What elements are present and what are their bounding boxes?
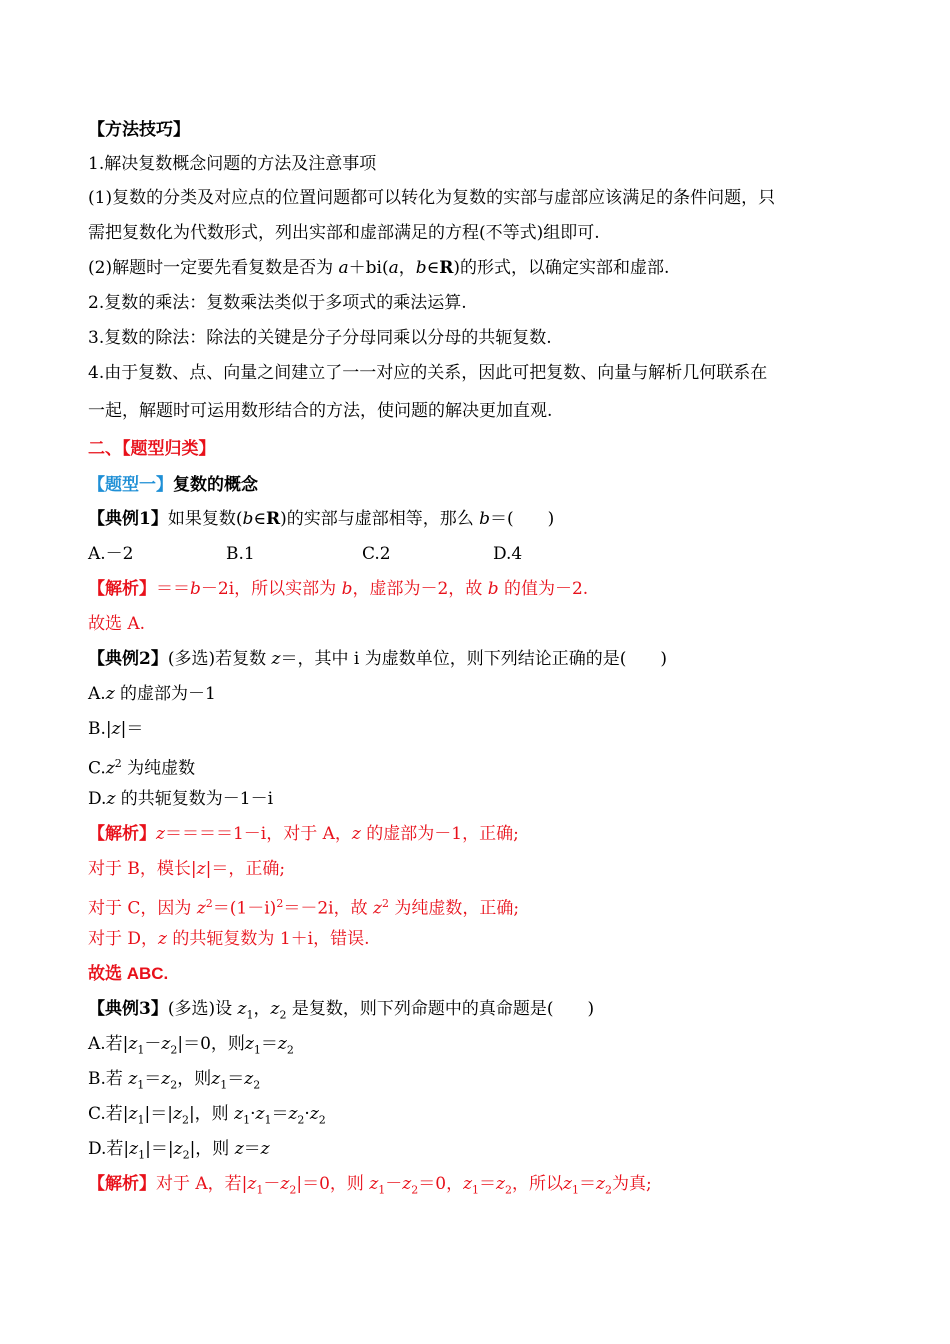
example-1-option-b: B.1 bbox=[226, 544, 255, 564]
method-item-1-p1-line2: 需把复数化为代数形式，列出实部和虚部满足的方程(不等式)组即可. bbox=[88, 223, 600, 243]
example-1-solution: 【解析】＝＝b－2i，所以实部为 b，虚部为－2，故 b 的值为－2. bbox=[88, 579, 589, 599]
method-item-1: 1.解决复数概念问题的方法及注意事项 bbox=[88, 154, 377, 174]
example-1-options bbox=[88, 542, 868, 566]
example-2-solution-line3: 对于 C，因为 $z^2=(1-i)^2=-2i$，故 $z^2$ 为纯虚数，正确; bbox=[88, 897, 520, 919]
method-item-4-line1: 4.由于复数、点、向量之间建立了一一对应的关系，因此可把复数、向量与解析几何联系在 bbox=[88, 363, 768, 383]
section-2-heading: 二、【题型归类】 bbox=[88, 439, 216, 459]
type-1-heading bbox=[88, 473, 258, 497]
example-2-question: 【典例2】(多选)若复数 z＝，其中 i 为虚数单位，则下列结论正确的是( ) bbox=[88, 649, 667, 669]
methods-heading: 【方法技巧】 bbox=[88, 120, 190, 140]
example-2-answer: 故选 ABC. bbox=[88, 964, 169, 983]
example-1-option-a: A.－2 bbox=[88, 544, 134, 564]
method-item-3: 3.复数的除法：除法的关键是分子分母同乘以分母的共轭复数. bbox=[88, 328, 552, 348]
example-2-solution-line1: 【解析】z＝＝＝＝1－i，对于 A，z 的虚部为－1，正确; bbox=[88, 824, 519, 844]
example-2-option-d: D.z 的共轭复数为－1－i bbox=[88, 789, 274, 809]
example-2-option-a: A.z 的虚部为－1 bbox=[88, 684, 216, 704]
example-3-option-c: C.若$|z_1|=|z_2|$，则 $z_1\cdot z_1=z_2\cdot z_2$ bbox=[88, 1104, 326, 1127]
example-2-solution-line2: 对于 B，模长|z|＝，正确; bbox=[88, 859, 286, 879]
method-item-4-line2: 一起，解题时可运用数形结合的方法，使问题的解决更加直观. bbox=[88, 401, 553, 421]
example-1-option-d: D.4 bbox=[493, 544, 523, 564]
example-2-solution-line4: 对于 D，z 的共轭复数为 1＋i，错误. bbox=[88, 929, 370, 949]
example-2-option-b: B.|z|＝ bbox=[88, 719, 144, 739]
method-item-1-p1-line1: (1)复数的分类及对应点的位置问题都可以转化为复数的实部与虚部应该满足的条件问题，只 bbox=[88, 188, 776, 208]
method-item-2: 2.复数的乘法：复数乘法类似于多项式的乘法运算. bbox=[88, 293, 467, 313]
method-item-1-p2: (2)解题时一定要先看复数是否为 a＋bi(a，b∈R)的形式，以确定实部和虚部. bbox=[88, 258, 670, 278]
example-3-solution: 【解析】对于 A，若$|z_1-z_2|=0$，则 $z_1-z_2=0$，$z_1=z_2$，所以$z_1=z_2$为真; bbox=[88, 1174, 652, 1197]
example-3-option-d: D.若$|z_1|=|z_2|$，则 z＝z bbox=[88, 1139, 270, 1162]
type-1-title: 复数的概念 bbox=[173, 475, 258, 495]
example-1-answer: 故选 A. bbox=[88, 614, 146, 634]
type-1-tag: 【题型一】 bbox=[88, 475, 173, 495]
example-2-option-c: $C.z^2$ 为纯虚数 bbox=[88, 757, 196, 779]
example-3-question: 【典例3】(多选)设 $z_1$，$z_2$ 是复数，则下列命题中的真命题是( ) bbox=[88, 999, 595, 1022]
example-1-question: 【典例1】如果复数(b∈R)的实部与虚部相等，那么 b＝( ) bbox=[88, 509, 555, 529]
example-3-option-b: B.若 $z_1=z_2$，则$z_1=z_2$ bbox=[88, 1069, 261, 1092]
example-1-option-c: C.2 bbox=[362, 544, 391, 564]
example-3-option-a: A.若$|z_1-z_2|=0$，则$z_1=z_2$ bbox=[88, 1034, 294, 1057]
